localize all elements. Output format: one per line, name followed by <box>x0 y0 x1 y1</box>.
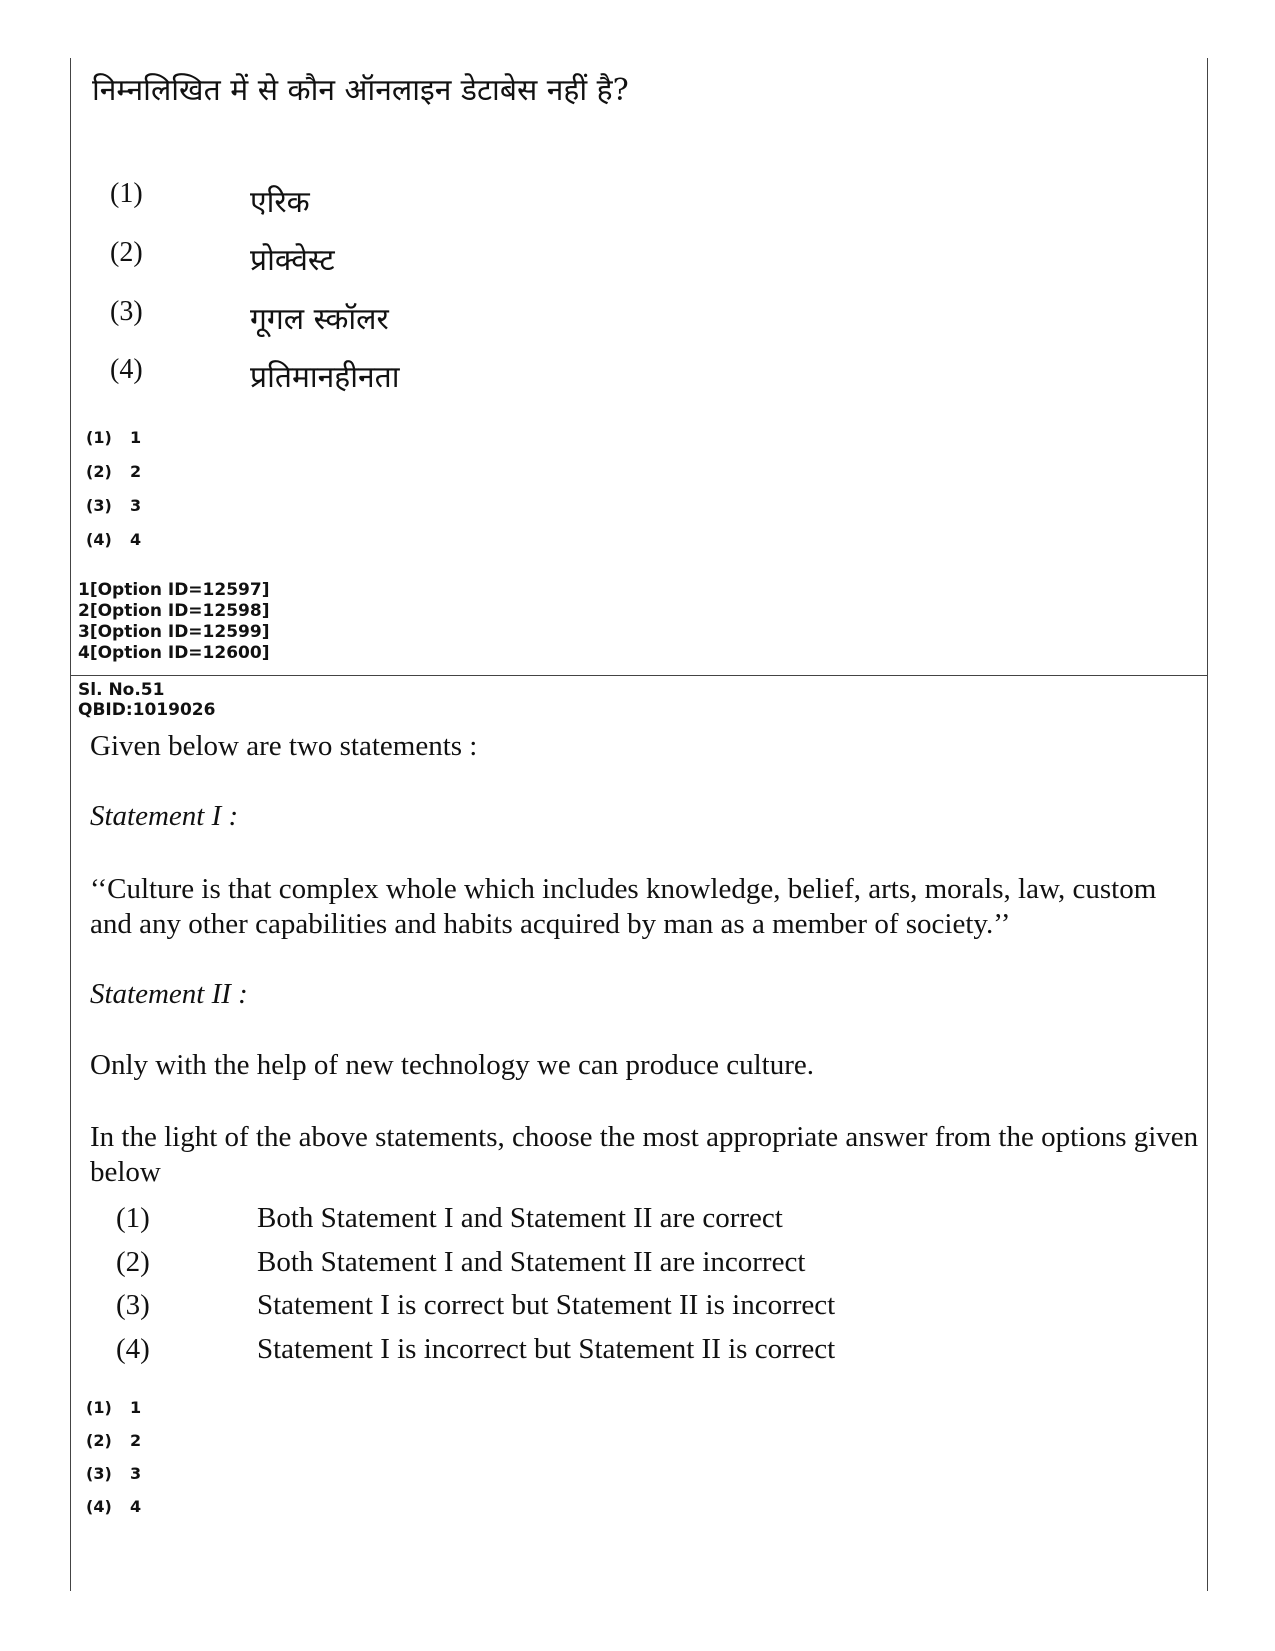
q50-option-4-text: प्रतिमानहीनता <box>250 360 400 395</box>
q50-option-2-text: प्रोक्वेस्ट <box>250 243 335 278</box>
q51-option-2-text: Both Statement I and Statement II are incorrect <box>257 1246 806 1278</box>
q50-option-1-text: एरिक <box>250 185 310 220</box>
q51-intro: Given below are two statements : <box>90 730 478 762</box>
q51-qbid: QBID:1019026 <box>78 700 216 720</box>
q50-option-4-number: (4) <box>110 354 143 385</box>
q51-instruction: In the light of the above statements, choose the most appropriate answer from the options given below <box>90 1121 1199 1188</box>
q50-answer-1: (1) 1 <box>86 428 142 447</box>
q51-option-2-number: (2) <box>116 1246 150 1278</box>
q51-serial-number: Sl. No.51 <box>78 680 165 700</box>
q51-answer-3: (3) 3 <box>86 1464 142 1483</box>
q50-answer-4: (4) 4 <box>86 530 142 549</box>
q50-option-id-4: 4[Option ID=12600] <box>78 643 270 663</box>
q50-option-id-2: 2[Option ID=12598] <box>78 601 270 621</box>
q51-answer-2: (2) 2 <box>86 1431 142 1450</box>
q51-option-3-text: Statement I is correct but Statement II is incorrect <box>257 1289 836 1321</box>
q51-statement-1-text: ‘‘Culture is that complex whole which includes knowledge, belief, arts, morals, law, custom and any other capabilities and habits acquired by man as a member of society.’’ <box>90 873 1157 940</box>
q51-option-4-number: (4) <box>116 1333 150 1365</box>
q51-answer-1: (1) 1 <box>86 1398 142 1417</box>
q51-option-4-text: Statement I is incorrect but Statement II is correct <box>257 1333 836 1365</box>
q50-option-1-number: (1) <box>110 178 143 209</box>
q51-statement-2-text: Only with the help of new technology we can produce culture. <box>90 1049 814 1081</box>
q50-option-id-1: 1[Option ID=12597] <box>78 580 270 600</box>
q50-option-2-number: (2) <box>110 237 143 268</box>
q50-option-3-text: गूगल स्कॉलर <box>250 302 389 337</box>
q51-option-1-text: Both Statement I and Statement II are correct <box>257 1202 783 1234</box>
q50-option-id-3: 3[Option ID=12599] <box>78 622 270 642</box>
q50-answer-3: (3) 3 <box>86 496 142 515</box>
q51-statement-1-label: Statement I : <box>90 800 239 832</box>
q50-question: निम्नलिखित में से कौन ऑनलाइन डेटाबेस नहीं है? <box>92 73 629 108</box>
q50-option-3-number: (3) <box>110 296 143 327</box>
q51-option-3-number: (3) <box>116 1289 150 1321</box>
q51-statement-2-label: Statement II : <box>90 978 248 1010</box>
q51-option-1-number: (1) <box>116 1202 150 1234</box>
q50-answer-2: (2) 2 <box>86 462 142 481</box>
question-divider <box>70 675 1207 676</box>
q51-answer-4: (4) 4 <box>86 1497 142 1516</box>
